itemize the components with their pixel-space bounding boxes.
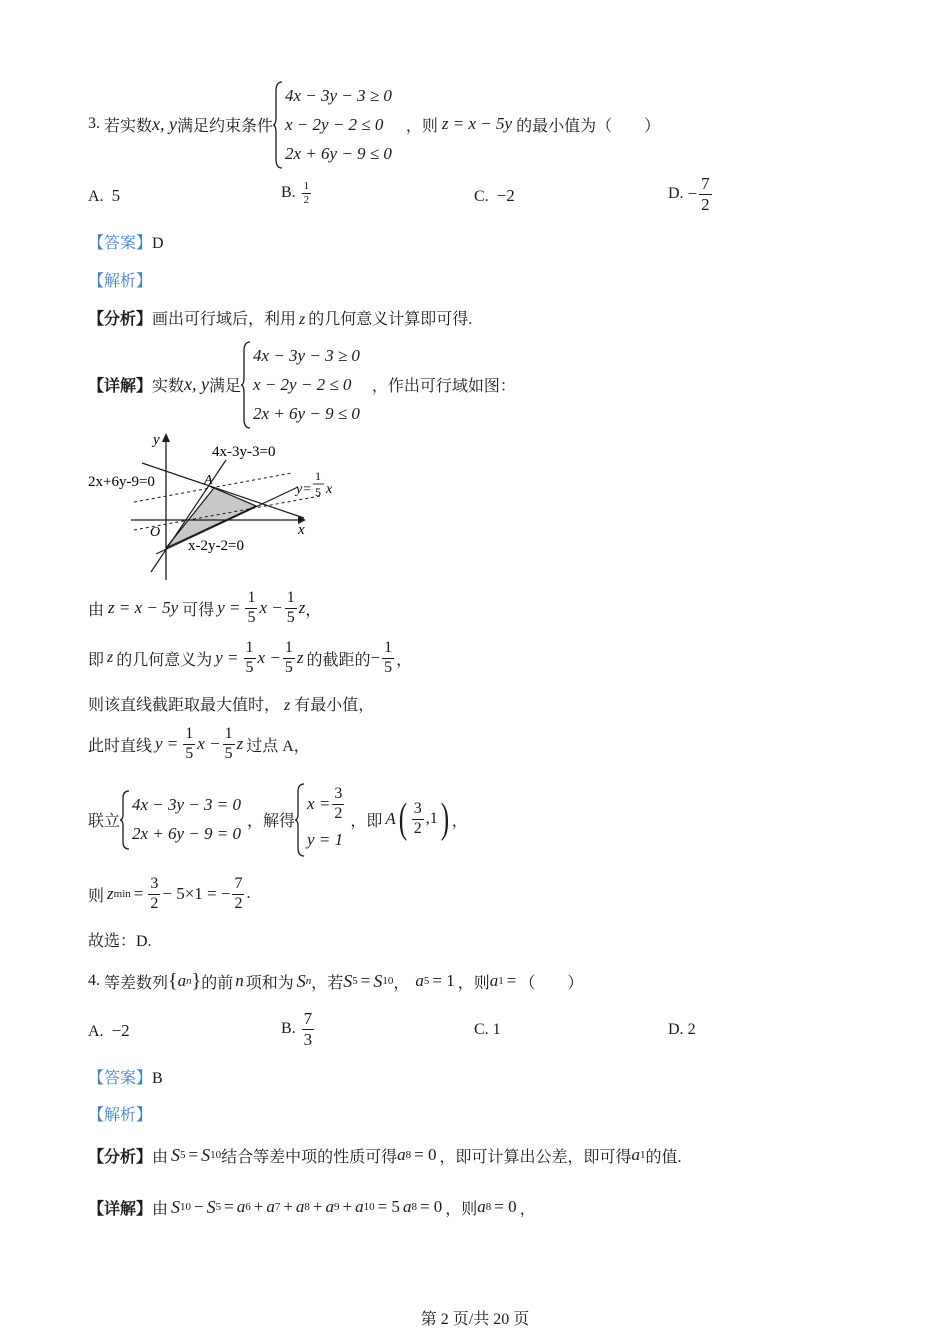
y-axis-label: y xyxy=(153,432,160,448)
label-l4-num: 1 xyxy=(315,469,321,483)
label-l3: x-2y-2=0 xyxy=(188,538,244,554)
q3-linear-system: 4x − 3y − 3 = 0 2x + 6y − 9 = 0 xyxy=(120,790,241,848)
label-l4-den: 5 xyxy=(315,485,321,499)
origin-label: O xyxy=(150,525,161,540)
q3-step2: 即 z 的几何意义为 y = $\frac{1}{5}$ x − $\frac{1}{5}$ z 的截距的 − $\frac{1}{5}$ ， xyxy=(88,639,413,676)
q4-fenxi: 【分析】 由 S 5 = S 10 结合等差中项的性质可得 a 8 = 0 ，即可计算出公差，即可得 a 1 的值. xyxy=(88,1144,682,1166)
q3-option-d: D. − $\frac{7}{2}$ xyxy=(668,174,710,214)
label-l2: 2x+6y-9=0 xyxy=(88,474,155,490)
q3-answer: 【答案】D xyxy=(88,235,164,252)
q4-answer: 【答案】B xyxy=(88,1070,163,1087)
q3-option-b: B. $\frac{1}{2}$ xyxy=(281,180,310,206)
label-l4-post: x xyxy=(326,482,333,497)
x-axis-label: x xyxy=(298,522,305,538)
q3-option-a: A. 5 xyxy=(88,186,121,205)
label-l1: 4x-3y-3=0 xyxy=(212,444,276,460)
q3-step6: 则 z min = $\frac{3}{2}$ − 5×1 = − $\frac{7}{2}$ . xyxy=(88,875,251,912)
q3-step1: 由 z = x − 5y 可得 y = $\frac{1}{5}$ x − $\frac{1}{5}$ z ， xyxy=(88,589,322,626)
q3-choose: 故选：D. xyxy=(88,933,152,950)
q3-step4: 此时直线 y = $\frac{1}{5}$ x − $\frac{1}{5}$ z 过点 A， xyxy=(88,725,310,762)
q4-option-c: C. 1 xyxy=(474,1021,501,1038)
q3-analysis-heading: 【解析】 xyxy=(88,273,153,290)
q4-option-b: B. $\frac{7}{3}$ xyxy=(281,1009,313,1049)
q3-solution-system: x = $\frac{3}{2}$ y = 1 xyxy=(295,783,346,855)
label-l4-pre: y= xyxy=(296,482,312,497)
q3-stem: 3. 若实数 x, y 满足约束条件 4x − 3y − 3 ≥ 0 x − 2y − 2 ≤ 0 2x + 6y − 9 ≤ 0 ，则 z = x − 5y 的最小值为（ ） xyxy=(88,80,660,168)
feasible-region-figure xyxy=(86,430,356,582)
q4-option-a: A. −2 xyxy=(88,1021,130,1040)
q4-stem: 4. 等差数列 { a n } 的前 n 项和为 S n ，若 S 5 = S 10 ， a 5 = 1 ，则 a 1 = （ ） xyxy=(88,969,584,992)
page-footer: 第 2 页/共 20 页 xyxy=(420,1311,530,1328)
q3-xiangjie: 【详解】 实数 x, y 满足 4x − 3y − 3 ≥ 0 x − 2y − 2 ≤ 0 2x + 6y − 9 ≤ 0 ，作出可行域如图： xyxy=(88,340,516,428)
q3-fenxi: 【分析】画出可行域后，利用 z 的几何意义计算即可得. xyxy=(88,311,473,328)
q3-xiangjie-system: 4x − 3y − 3 ≥ 0 x − 2y − 2 ≤ 0 2x + 6y − 9 ≤ 0 xyxy=(241,341,360,428)
q4-option-d: D. 2 xyxy=(668,1021,696,1038)
q3-constraint-system: 4x − 3y − 3 ≥ 0 x − 2y − 2 ≤ 0 2x + 6y − 9 ≤ 0 xyxy=(273,81,392,168)
q3-number: 3. xyxy=(88,115,100,132)
q3-step3: 则该直线截距取最大值时， z 有最小值， xyxy=(88,697,375,714)
point-a-label: A xyxy=(204,473,213,488)
q3-option-c: C. −2 xyxy=(474,186,515,205)
q4-analysis-heading: 【解析】 xyxy=(88,1107,153,1124)
y-axis-arrow xyxy=(162,433,170,442)
q4-xiangjie: 【详解】 由 S 10 − S 5 = a 6 + a 7 + a 8 + a 9 + a 10 = 5 a 8 = 0 ，则 a 8 = 0 ， xyxy=(88,1196,536,1218)
q3-step5: 联立 4x − 3y − 3 = 0 2x + 6y − 9 = 0 ，解得 x = $\frac{3}{2}$ y = 1 ，即 A ( $\frac{3}{2}$ ,1 ) ， xyxy=(88,782,468,856)
